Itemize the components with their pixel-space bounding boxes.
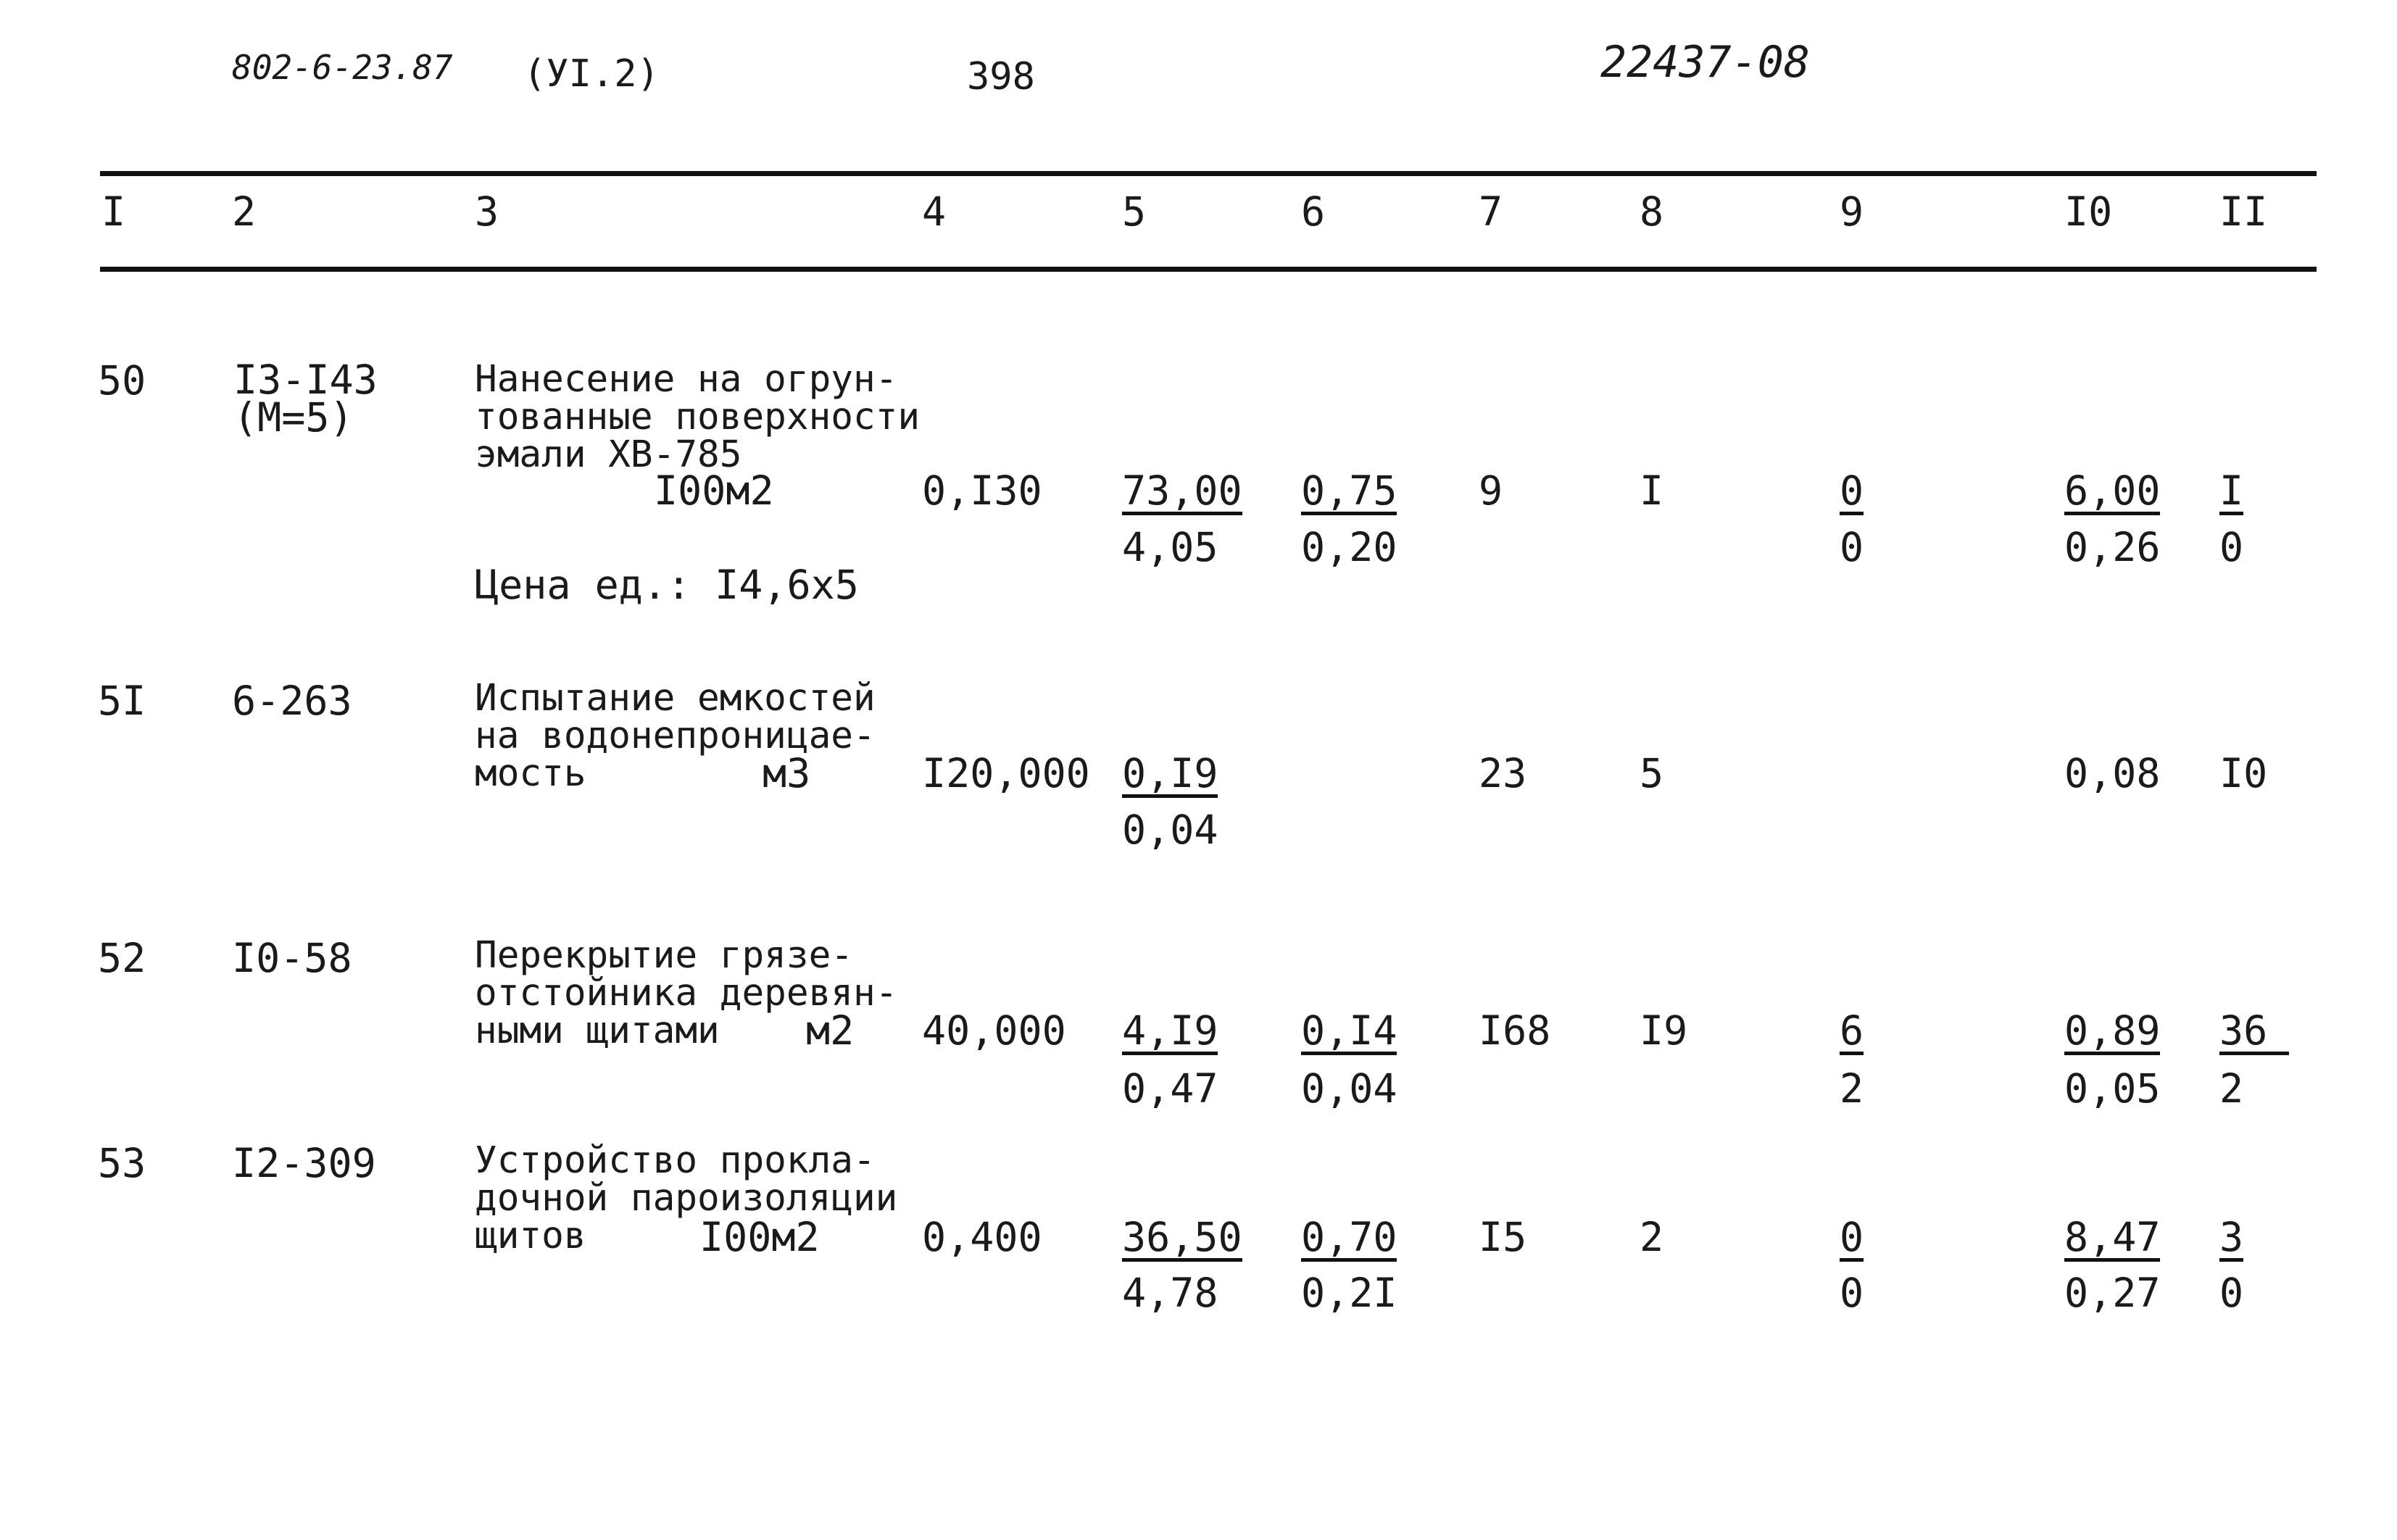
work-description: Перекрытие грязе- отстойника деревян- ными щитами <box>475 934 898 1052</box>
column-header-6: 6 <box>1301 188 1326 235</box>
col6-bottom: 0,04 <box>1301 1065 1397 1112</box>
col6-top: 0,75 <box>1301 467 1397 514</box>
table-top-rule <box>100 171 2317 176</box>
inventory-number: 22437-08 <box>1600 37 1810 88</box>
col9-bottom: 2 <box>1840 1065 1864 1112</box>
col10-bottom: 0,26 <box>2064 524 2161 570</box>
column-header-11: II <box>2219 188 2268 235</box>
col5-bottom: 0,47 <box>1122 1065 1218 1112</box>
col11-top: 3 <box>2219 1214 2244 1260</box>
column-header-5: 5 <box>1122 188 1147 235</box>
rate-code: I2-309 <box>232 1140 376 1186</box>
row-number: 53 <box>98 1140 146 1186</box>
column-header-3: 3 <box>475 188 499 235</box>
col9-top: 0 <box>1840 1214 1864 1260</box>
col6-bottom: 0,2I <box>1301 1270 1397 1316</box>
column-header-10: I0 <box>2064 188 2113 235</box>
col5-bottom: 4,78 <box>1122 1270 1218 1316</box>
col8-value: I <box>1640 467 1664 514</box>
col5-top: 0,I9 <box>1122 750 1218 796</box>
work-description: Нанесение на огрун- тованные поверхности эмали ХВ-785 <box>475 358 921 476</box>
col9-bottom: 0 <box>1840 1270 1864 1316</box>
unit-of-measure: I00м2 <box>654 467 774 514</box>
work-description: Устройство прокла- дочной пароизоляции щитов <box>475 1139 898 1257</box>
document-code: 802-6-23.87 <box>232 48 453 87</box>
col9-top: 0 <box>1840 467 1864 514</box>
col7-value: I5 <box>1479 1214 1527 1260</box>
section-number: (УI.2) <box>523 52 660 96</box>
column-header-9: 9 <box>1840 188 1864 235</box>
rate-code: I3-I43 (М=5) <box>233 357 378 441</box>
quantity: 0,I30 <box>922 467 1042 514</box>
quantity: 40,000 <box>922 1007 1066 1054</box>
col5-bottom: 0,04 <box>1122 807 1218 853</box>
col5-top: 36,50 <box>1122 1214 1242 1260</box>
work-description: Испытание емкостей на водонепроницае- мость <box>475 677 876 795</box>
unit-of-measure: I00м2 <box>699 1214 820 1260</box>
col8-value: 2 <box>1640 1214 1664 1260</box>
col7-value: 9 <box>1479 467 1503 514</box>
unit-of-measure: м3 <box>763 750 811 796</box>
col11-bottom: 0 <box>2219 524 2244 570</box>
row-number: 50 <box>98 357 146 404</box>
unit-of-measure: м2 <box>806 1007 855 1054</box>
col9-bottom: 0 <box>1840 524 1864 570</box>
column-header-8: 8 <box>1640 188 1664 235</box>
col11-value: I0 <box>2219 750 2268 796</box>
col5-bottom: 4,05 <box>1122 524 1218 570</box>
col7-value: 23 <box>1479 750 1527 796</box>
column-header-1: I <box>101 188 126 235</box>
col10-top: 6,00 <box>2064 467 2161 514</box>
col11-bottom: 2 <box>2219 1065 2244 1112</box>
row-number: 5I <box>98 678 146 724</box>
col10-bottom: 0,05 <box>2064 1065 2161 1112</box>
page-number: 398 <box>967 55 1035 99</box>
col9-top: 6 <box>1840 1007 1864 1054</box>
quantity: I20,000 <box>922 750 1090 796</box>
col10-top: 8,47 <box>2064 1214 2161 1260</box>
rate-code: 6-263 <box>232 678 352 724</box>
col10-value: 0,08 <box>2064 750 2161 796</box>
row-number: 52 <box>98 935 146 981</box>
column-header-7: 7 <box>1479 188 1503 235</box>
col10-top: 0,89 <box>2064 1007 2161 1054</box>
col11-top: I <box>2219 467 2244 514</box>
col6-bottom: 0,20 <box>1301 524 1397 570</box>
col5-top: 73,00 <box>1122 467 1242 514</box>
col6-top: 0,I4 <box>1301 1007 1397 1054</box>
col7-value: I68 <box>1479 1007 1551 1054</box>
col5-top: 4,I9 <box>1122 1007 1218 1054</box>
col10-bottom: 0,27 <box>2064 1270 2161 1316</box>
rate-code: I0-58 <box>232 935 352 981</box>
column-header-2: 2 <box>232 188 257 235</box>
quantity: 0,400 <box>922 1214 1042 1260</box>
column-header-4: 4 <box>922 188 947 235</box>
unit-price-note: Цена ед.: I4,6х5 <box>475 562 859 608</box>
col8-value: 5 <box>1640 750 1664 796</box>
col6-top: 0,70 <box>1301 1214 1397 1260</box>
col8-value: I9 <box>1640 1007 1688 1054</box>
table-header-rule <box>100 267 2317 272</box>
col11-bottom: 0 <box>2219 1270 2244 1316</box>
col11-top: 36 <box>2219 1011 2289 1055</box>
